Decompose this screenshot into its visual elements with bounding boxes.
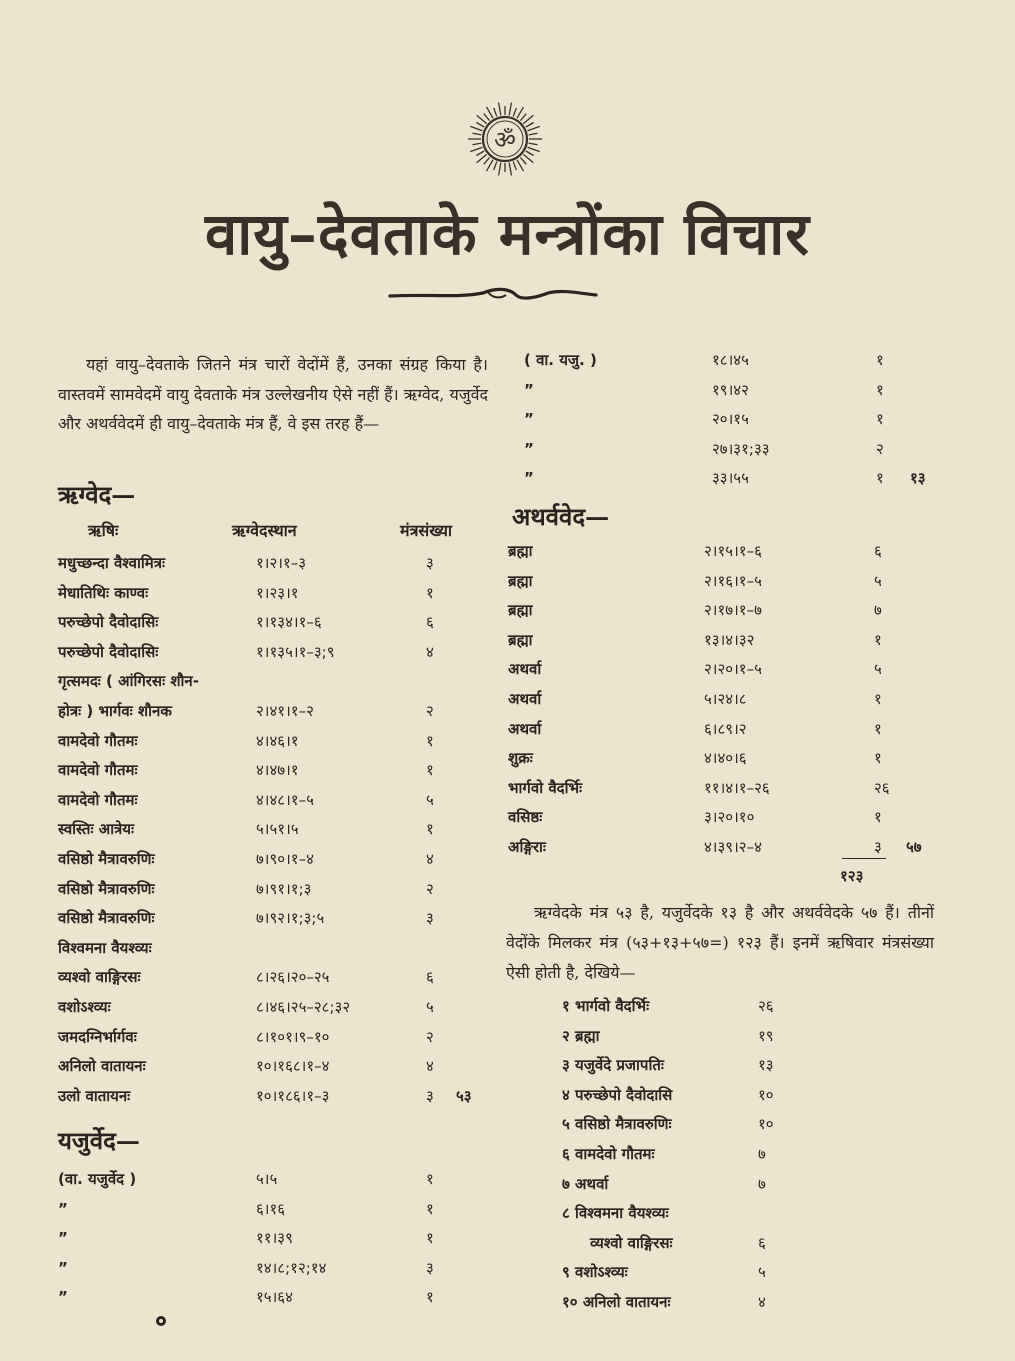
mantra-count: ७ [758, 1174, 766, 1193]
rishi-name: ब्रह्मा [508, 630, 533, 649]
verse-location: २।२०।१–५ [704, 660, 762, 679]
rishi-name: ब्रह्मा [508, 542, 533, 560]
intro-paragraph: यहां वायु–देवताके जितने मंत्र चारों वेदोंमें हैं, उनका संग्रह किया है। वास्तवमें सामवेदमें वायु देवताके मंत्र उल्लेखनीय ऐसे नहीं हैं। ऋग्वेद, यजुर्वेद और अथर्ववेदमें ही वायु–देवताके मंत्र हैं, वे इस तरह हैं— [58, 355, 488, 433]
rishi-name: वसिष्ठो मैत्रावरुणिः [58, 879, 155, 898]
atharvaveda-heading: अथर्ववेद— [512, 502, 610, 531]
verse-location: ८।१०१।९–१० [256, 1027, 330, 1046]
mantra-count: ५ [758, 1263, 766, 1282]
rishi-name: ” [524, 469, 534, 488]
rishi-name: वामदेवो गौतमः [58, 761, 138, 780]
rishi-name: अथर्वा [508, 690, 542, 708]
verse-location: ३।२०।१० [704, 808, 755, 827]
verse-location: २७।३१;३३ [712, 439, 770, 458]
page-title: वायु–देवताके मन्त्रोंका विचार [205, 200, 810, 268]
verse-location: ६।१६ [256, 1199, 286, 1218]
verse-location: ७।९१।१;३ [256, 879, 312, 898]
verse-location: १।२३।१ [256, 583, 299, 602]
rishi-name: विश्वमना वैयश्व्यः [58, 938, 152, 957]
mantra-count: ६ [426, 613, 434, 632]
verse-location: ४।४७।१ [256, 761, 299, 780]
rishi-name: ” [524, 380, 534, 399]
verse-location: ११।४।१–२६ [704, 778, 770, 797]
mantra-count: १० [758, 1085, 774, 1104]
rishi-name: ” [58, 1288, 68, 1307]
rishi-name: ४ परुच्छेपो दैवोदासि [562, 1085, 673, 1104]
verse-location: ४।४६।१ [256, 731, 299, 750]
mantra-count: १ [876, 351, 884, 369]
rishi-name: १ भार्गवो वैदर्भिः [562, 997, 650, 1015]
mantra-count: १ [426, 731, 434, 750]
mantra-count: २६ [874, 778, 890, 797]
rishi-name: वशोऽश्व्यः [58, 998, 111, 1016]
rishi-name: मधुच्छन्दा वैश्वामित्रः [58, 554, 166, 572]
mantra-count: ४ [426, 642, 434, 661]
rishi-name: २ ब्रह्मा [562, 1026, 600, 1045]
verse-location: ८।४६।२५–२८;३२ [256, 998, 351, 1016]
rishi-name: गृत्समदः ( आंगिरसः शौन- [58, 672, 199, 691]
verse-location: ३३।५५ [712, 469, 749, 488]
mantra-count: १ [874, 749, 882, 768]
rishi-name: शुक्रः [508, 749, 533, 768]
col-header-place: ऋग्वेदस्थान [232, 521, 297, 540]
mantra-count: १ [426, 1199, 434, 1218]
section-total: ५७ [906, 838, 922, 856]
verse-location: २।१६।१–५ [704, 571, 762, 590]
verse-location: ६।८९।२ [704, 719, 747, 738]
mantra-count: ६ [426, 968, 434, 987]
mantra-count: ३ [426, 909, 434, 928]
rishi-name: परुच्छेपो दैवोदासिः [58, 642, 159, 661]
mantra-count: १ [876, 469, 884, 488]
verse-location: १९।४२ [712, 380, 749, 399]
rishi-name: वसिष्ठः [508, 808, 543, 827]
verse-location: १०।१८६।१–३ [256, 1086, 330, 1105]
mantra-count: २ [426, 1027, 434, 1046]
verse-location: २।१५।१–६ [704, 542, 762, 560]
mantra-count: ३ [426, 1258, 434, 1277]
section-total: ५३ [456, 1086, 472, 1105]
mantra-count: २६ [758, 997, 774, 1015]
verse-location: १।१३५।१–३;९ [256, 642, 335, 661]
mantra-count: ६ [758, 1233, 766, 1252]
rishi-name: अङ्गिराः [508, 838, 546, 856]
rishi-name: वामदेवो गौतमः [58, 731, 138, 750]
rishi-name: ” [58, 1199, 68, 1218]
rishi-name: वामदेवो गौतमः [58, 790, 138, 809]
mantra-count: २ [426, 879, 434, 898]
col-header-count: मंत्रसंख्या [400, 521, 453, 540]
verse-location: ५।२४।८ [704, 690, 747, 708]
mantra-count: १ [426, 761, 434, 780]
mantra-count: ३ [874, 838, 882, 856]
rishi-name: भार्गवो वैदर्भिः [508, 778, 583, 797]
mantra-count: १३ [758, 1056, 774, 1075]
document-page: ॐ वायु–देवताके मन्त्रोंका विचार यहां वायु–देवताके जितने मंत्र चारों वेदोंमें हैं, उनका संग्रह किया है। वास्तवमें सामवेदमें वायु देवताके मंत्र उल्लेखनीय ऐसे नहीं हैं। ऋग्वेद, यजुर्वेद और अथर्ववेदमें ही वायु–देवताके मंत्र हैं, वे इस तरह हैं— ऋग्वेद— ऋषिः ऋग्वेदस्थान मंत्रसंख्या मधुच्छन्दा वैश्वामित्रः १।२।१–३ ३ मेधातिथिः काण्वः १।२३।१ १ परुच्छेपो दैवोदासिः १।१३४।१–६ ६ परुच्छेपो दैवोदासिः १।१३५।१–३;९ ४ गृत्समदः ( आंगिरसः शौन- होत्रः ) भार्गवः शौनक २।४१।१–२ २ वामदेवो गौतमः ४।४६।१ १ वामदेवो गौतमः ४।४७।१ १ वामदेवो गौतमः ४।४८।१–५ ५ स्वस्तिः आत्रेयः ५।५१।५ १ वसिष्ठो मैत्रावरुणिः ७।९०।१–४ ४ वसिष्ठो मैत्रावरुणिः ७।९१।१;३ २ वसिष्ठो मैत्रावरुणिः ७।९२।१;३;५ ३ विश्वमना वैयश्व्यः व्यश्वो वाङ्गिरसः ८।२६।२०–२५ ६ वशोऽश्व्यः ८।४६।२५–२८;३२ ५ जमदग्निर्भार्गवः ८।१०१।९–१० २ अनिलो वातायनः १०।१६८।१–४ ४ उलो वातायनः १०।१८६।१–३ ३ ५३ यजुर्वेद— (वा. यजुर्वेद ) ५।५ १ ” ६।१६ १ ” ११।३९ १ ” १४।८;१२;१४ ३ ” १५।६४ १ ( वा. यजु. ) १८।४५ १ ” १९।४२ १ ” २०।१५ १ ” २७।३१;३३ २ ” ३३।५५ १ १३ अथर्ववेद— ब्रह्मा २।१५।१–६ ६ ब्रह्मा २।१६।१–५ ५ ब्रह्मा २।१७।१–७ ७ ब्रह्मा १३।४।३२ १ अथर्वा २।२०।१–५ ५ अथर्वा ५।२४।८ १ अथर्वा ६।८९।२ १ शुक्रः ४।४०।६ १ भार्गवो वैदर्भिः ११।४।१–२६ २६ वसिष्ठः ३।२०।१० १ अङ्गिराः ४।३९।२–४ ३ ५७ १२३ ऋग्वेदके मंत्र ५३ है, यजुर्वेदके १३ है और अथर्ववेदके ५७ हैं। तीनों वेदोंके मिलकर मंत्र (५३+१३+५७=) १२३ हैं। इनमें ऋषिवार मंत्रसंख्या ऐसी होती है, देखिये— १ भार्गवो वैदर्भिः २६ २ ब्रह्मा १९ ३ यजुर्वेदे प्रजापतिः १३ ४ परुच्छेपो दैवोदासि १० ५ वसिष्ठो मैत्रावरुणिः १० ६ वामदेवो गौतमः ७ ७ अथर्वा ७ ८ विश्वमना वैयश्व्यः व्यश्वो वाङ्गिरसः ६ ९ वशोऽश्व्यः ५ १० अनिलो वातायनः ४ [0, 0, 1015, 1361]
mantra-count: ३ [426, 1086, 434, 1105]
rishi-name: परुच्छेपो दैवोदासिः [58, 613, 159, 632]
mantra-count: १ [874, 690, 882, 708]
verse-location: १५।६४ [256, 1288, 293, 1307]
verse-location: १४।८;१२;१४ [256, 1258, 327, 1277]
mantra-count: १ [426, 583, 434, 602]
verse-location: १८।४५ [712, 351, 749, 369]
verse-location: ४।३९।२–४ [704, 838, 762, 856]
rishi-name: (वा. यजुर्वेद ) [58, 1170, 137, 1188]
mantra-count: १ [876, 410, 884, 429]
rishi-name: ९ वशोऽश्व्यः [562, 1263, 628, 1282]
rishi-name: अनिलो वातायनः [58, 1057, 146, 1076]
verse-location: ८।२६।२०–२५ [256, 968, 330, 987]
rishi-name: ” [58, 1258, 68, 1277]
star-bullet-icon [154, 1314, 168, 1328]
mantra-count: ५ [874, 660, 882, 679]
rishi-name: ” [524, 410, 534, 429]
verse-location: १०।१६८।१–४ [256, 1057, 330, 1076]
verse-location: ७।९०।१–४ [256, 850, 314, 868]
verse-location: ७।९२।१;३;५ [256, 909, 325, 928]
mantra-count: ५ [426, 790, 434, 809]
mantra-count: १ [426, 820, 434, 839]
summary-paragraph: ऋग्वेदके मंत्र ५३ है, यजुर्वेदके १३ है और अथर्ववेदके ५७ हैं। तीनों वेदोंके मिलकर मंत्र (५३+१३+५७=) १२३ हैं। इनमें ऋषिवार मंत्रसंख्या ऐसी होती है, देखिये— [506, 903, 934, 982]
verse-location: ११।३९ [256, 1229, 293, 1248]
mantra-count: ५ [426, 998, 434, 1016]
rishi-name: उलो वातायनः [58, 1086, 131, 1105]
rishi-name: ब्रह्मा [508, 571, 533, 590]
mantra-count: १ [426, 1170, 434, 1188]
mantra-count: १ [426, 1288, 434, 1307]
mantra-count: १ [874, 808, 882, 827]
section-total: १३ [910, 469, 926, 488]
rishi-name: ब्रह्मा [508, 601, 533, 620]
rishi-name: अथर्वा [508, 719, 542, 738]
verse-location: २।४१।१–२ [256, 702, 314, 720]
rishi-name: ७ अथर्वा [562, 1174, 609, 1193]
rishi-name: व्यश्वो वाङ्गिरसः [590, 1233, 673, 1252]
mantra-count: ३ [426, 554, 434, 572]
verse-location: १।२।१–३ [256, 554, 307, 572]
rishi-name: व्यश्वो वाङ्गिरसः [58, 968, 141, 987]
rishi-name: अथर्वा [508, 660, 542, 679]
mantra-count: ४ [758, 1293, 766, 1311]
rishi-name: ” [58, 1229, 68, 1248]
total-underline [842, 858, 886, 859]
verse-location: २०।१५ [712, 410, 749, 429]
rishi-name: ( वा. यजु. ) [524, 351, 597, 369]
verse-location: १।१३४।१–६ [256, 613, 322, 632]
rishi-name: स्वस्तिः आत्रेयः [58, 820, 135, 839]
rishi-name: ” [524, 439, 534, 458]
verse-location: १३।४।३२ [704, 630, 755, 649]
rishi-name: जमदग्निर्भार्गवः [58, 1027, 137, 1046]
mantra-count: ४ [426, 850, 434, 868]
mantra-count: ६ [874, 542, 882, 560]
rishi-name: ८ विश्वमना वैयश्व्यः [562, 1204, 669, 1223]
verse-location: ४।४०।६ [704, 749, 747, 768]
rishi-name: वसिष्ठो मैत्रावरुणिः [58, 850, 155, 868]
col-header-rishi: ऋषिः [88, 521, 119, 540]
mantra-count: २ [876, 439, 884, 458]
om-sun-emblem-icon [466, 100, 544, 178]
verse-location: २।१७।१–७ [704, 601, 762, 620]
rigveda-heading: ऋग्वेद— [58, 480, 136, 509]
verse-location: ५।५१।५ [256, 820, 299, 839]
mantra-count: १ [876, 380, 884, 399]
rishi-name: ५ वसिष्ठो मैत्रावरुणिः [562, 1115, 672, 1134]
mantra-count: ७ [758, 1145, 766, 1163]
swash-ornament [388, 283, 598, 307]
rishi-name: होत्रः ) भार्गवः शौनक [58, 702, 172, 720]
mantra-count: १ [874, 630, 882, 649]
mantra-count: २ [426, 702, 434, 720]
rishi-name: वसिष्ठो मैत्रावरुणिः [58, 909, 155, 928]
verse-location: ४।४८।१–५ [256, 790, 314, 809]
rishi-name: मेधातिथिः काण्वः [58, 583, 149, 602]
mantra-count: १ [426, 1229, 434, 1248]
yajurveda-heading: यजुर्वेद— [58, 1126, 140, 1155]
verse-location: ५।५ [256, 1170, 278, 1188]
svg-text:ॐ: ॐ [494, 126, 516, 154]
mantra-count: ७ [874, 601, 882, 620]
rishi-name: ३ यजुर्वेदे प्रजापतिः [562, 1056, 664, 1075]
rishi-name: ६ वामदेवो गौतमः [562, 1145, 655, 1163]
mantra-count: ४ [426, 1057, 434, 1076]
mantra-count: १० [758, 1115, 774, 1134]
mantra-count: १९ [758, 1026, 774, 1045]
rishi-name: १० अनिलो वातायनः [562, 1293, 671, 1311]
mantra-count: ५ [874, 571, 882, 590]
mantra-count: १ [874, 719, 882, 738]
